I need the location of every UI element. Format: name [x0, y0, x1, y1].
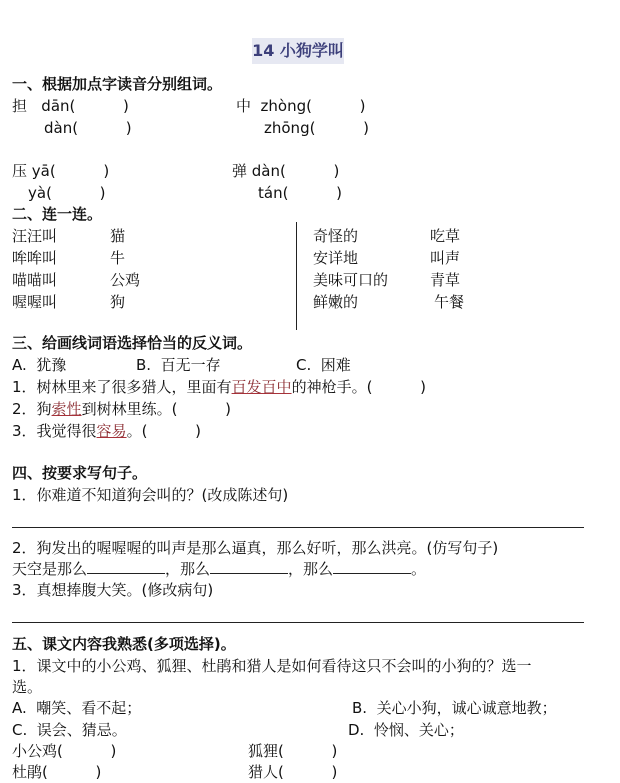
match-left-word: 喔喔叫	[12, 293, 58, 311]
s5-option-b: B. 关心小狗，诚心诚意地教；	[352, 699, 557, 717]
match-left-word: 汪汪叫	[12, 227, 58, 245]
s5-option-d: D. 怜悯、关心；	[348, 721, 464, 739]
section-5-heading: 五、课文内容我熟悉(多项选择)。	[12, 635, 236, 653]
s3-question-3: 3．我觉得很容易。( )	[12, 422, 201, 440]
s5-answer-fox: 狐狸( )	[248, 742, 338, 760]
s4-question-2: 2．狗发出的喔喔喔的叫声是那么逼真，那么好听，那么洪亮。(仿写句子)	[12, 539, 499, 557]
s5-answer-rooster: 小公鸡( )	[12, 742, 117, 760]
s1-row4-right: tán( )	[258, 184, 342, 202]
s3-question-2: 2．狗索性到树林里练。( )	[12, 400, 231, 418]
section-4-heading: 四、按要求写句子。	[12, 464, 148, 482]
match-left-animal: 公鸡	[110, 271, 141, 289]
s1-row2-right: zhōng( )	[264, 119, 369, 137]
underlined-word: 百发百中	[231, 378, 292, 396]
s4-question-3: 3．真想捧腹大笑。(修改病句)	[12, 581, 214, 599]
fill-blank[interactable]	[333, 559, 411, 574]
option-a: A. 犹豫	[12, 356, 67, 374]
page-title: 14 小狗学叫	[252, 38, 344, 64]
column-divider	[296, 222, 297, 330]
fill-blank[interactable]	[210, 559, 288, 574]
underlined-word: 索性	[51, 400, 82, 418]
match-right-word: 安详地	[313, 249, 359, 267]
s4-fill-sentence: 天空是那么 ，那么 ，那么 。	[12, 560, 427, 578]
match-left-animal: 猫	[110, 227, 126, 245]
s1-row1-right: 中 zhòng( )	[236, 97, 366, 115]
s4-question-1: 1．你难道不知道狗会叫的？(改成陈述句)	[12, 486, 289, 504]
section-3-heading: 三、给画线词语选择恰当的反义词。	[12, 334, 253, 352]
match-right-word: 奇怪的	[313, 227, 359, 245]
s1-row2-left: dàn( )	[44, 119, 132, 137]
s5-question-1-cont: 选。	[12, 678, 43, 696]
s5-answer-hunter: 猎人( )	[248, 763, 338, 781]
option-b: B. 百无一存	[136, 356, 221, 374]
match-right-target: 午餐	[434, 293, 465, 311]
answer-line	[12, 527, 584, 528]
s1-row4-left: yà( )	[28, 184, 106, 202]
s5-answer-cuckoo: 杜鹃( )	[12, 763, 102, 781]
match-right-target: 青草	[430, 271, 461, 289]
section-2-heading: 二、连一连。	[12, 205, 103, 223]
s1-row1-left: 担 dān( )	[12, 97, 129, 115]
match-left-word: 哞哞叫	[12, 249, 58, 267]
answer-line	[12, 622, 584, 623]
option-c: C. 困难	[296, 356, 351, 374]
match-left-word: 喵喵叫	[12, 271, 58, 289]
match-right-word: 鲜嫩的	[313, 293, 359, 311]
match-right-word: 美味可口的	[313, 271, 389, 289]
match-left-animal: 牛	[110, 249, 126, 267]
s3-question-1: 1．树林里来了很多猎人，里面有百发百中的神枪手。( )	[12, 378, 426, 396]
match-right-target: 叫声	[430, 249, 461, 267]
s1-row3-left: 压 yā( )	[12, 162, 110, 180]
match-right-target: 吃草	[430, 227, 461, 245]
s5-question-1: 1．课文中的小公鸡、狐狸、杜鹃和猎人是如何看待这只不会叫的小狗的？选一	[12, 657, 532, 675]
match-left-animal: 狗	[110, 293, 126, 311]
underlined-word: 容易	[96, 422, 127, 440]
s5-option-c: C. 误会、猜忌。	[12, 721, 127, 739]
fill-blank[interactable]	[87, 559, 165, 574]
s1-row3-right: 弹 dàn( )	[232, 162, 340, 180]
section-1-heading: 一、根据加点字读音分别组词。	[12, 75, 223, 93]
s5-option-a: A. 嘲笑、看不起；	[12, 699, 142, 717]
